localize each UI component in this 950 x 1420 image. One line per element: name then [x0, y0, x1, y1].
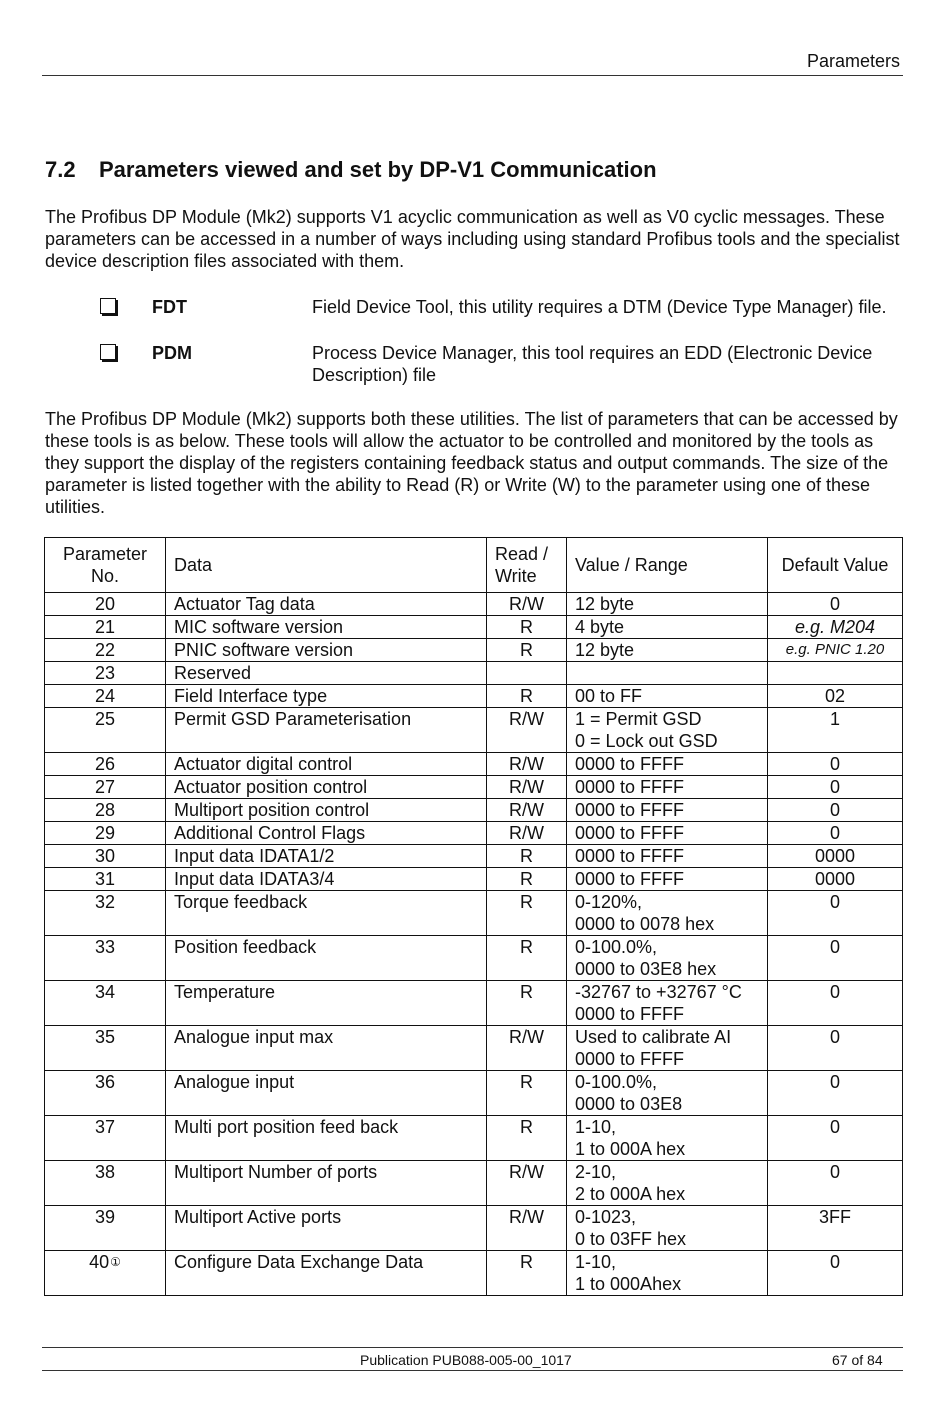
value-line: 1-10,	[575, 1252, 617, 1272]
parameter-number: 22	[94, 640, 116, 660]
cell-value-range	[567, 936, 768, 981]
cell-parameter-no	[45, 662, 166, 685]
cell-default-value: 0	[768, 936, 903, 981]
value-line-2: 2 to 000A hex	[575, 1184, 686, 1204]
cell-data: Actuator digital control	[166, 753, 487, 776]
value-line: 1 = Permit GSD	[575, 709, 702, 729]
cell-parameter-no	[45, 776, 166, 799]
value-line: 0000 to FFFF	[575, 800, 685, 820]
cell-parameter-no	[45, 1116, 166, 1161]
cell-value-range	[567, 981, 768, 1026]
cell-default-value: 0	[768, 1251, 903, 1296]
cell-value-range	[567, 1161, 768, 1206]
cell-data: Actuator position control	[166, 776, 487, 799]
cell-data: Field Interface type	[166, 685, 487, 708]
cell-value-range	[567, 1116, 768, 1161]
cell-value-range	[567, 799, 768, 822]
cell-default-value: 0	[768, 1071, 903, 1116]
cell-read-write: R/W	[487, 708, 567, 753]
parameter-number: 39	[94, 1207, 116, 1227]
cell-parameter-no	[45, 616, 166, 639]
cell-data: Multi port position feed back	[166, 1116, 487, 1161]
tool-name: PDM	[152, 343, 192, 363]
table-row	[45, 1071, 903, 1116]
cell-parameter-no	[45, 822, 166, 845]
cell-parameter-no	[45, 753, 166, 776]
cell-parameter-no	[45, 936, 166, 981]
footer-publication: Publication PUB088-005-00_1017	[360, 1352, 572, 1368]
cell-parameter-no	[45, 845, 166, 868]
cell-data: Multiport position control	[166, 799, 487, 822]
cell-default-value: 0	[768, 593, 903, 616]
cell-data: Input data IDATA3/4	[166, 868, 487, 891]
table-row	[45, 753, 903, 776]
cell-value-range	[567, 753, 768, 776]
cell-data: Additional Control Flags	[166, 822, 487, 845]
cell-read-write: R	[487, 1071, 567, 1116]
cell-value-range	[567, 616, 768, 639]
tool-name: FDT	[152, 297, 187, 317]
parameter-number: 27	[94, 777, 116, 797]
section-title: Parameters viewed and set by DP-V1 Communication	[99, 157, 657, 182]
col-header-data: Data	[166, 538, 487, 593]
cell-default-value: 3FF	[768, 1206, 903, 1251]
parameter-number: 26	[94, 754, 116, 774]
value-line-2: 0000 to 0078 hex	[575, 914, 715, 934]
footnote-marker: ①	[110, 1255, 121, 1269]
table-row	[45, 1116, 903, 1161]
cell-data: Configure Data Exchange Data	[166, 1251, 487, 1296]
cell-parameter-no	[45, 1026, 166, 1071]
cell-read-write	[487, 662, 567, 685]
table-row	[45, 1161, 903, 1206]
value-line: 4 byte	[575, 617, 625, 637]
cell-parameter-no	[45, 1161, 166, 1206]
cell-default-value: 0	[768, 891, 903, 936]
cell-data: PNIC software version	[166, 639, 487, 662]
cell-read-write: R	[487, 1116, 567, 1161]
cell-data: Analogue input max	[166, 1026, 487, 1071]
cell-read-write: R	[487, 639, 567, 662]
footer-page-number: 67 of 84	[832, 1352, 883, 1368]
cell-value-range	[567, 868, 768, 891]
footer-rule-top	[42, 1347, 903, 1348]
cell-read-write: R/W	[487, 593, 567, 616]
cell-read-write: R/W	[487, 799, 567, 822]
value-line: 1-10,	[575, 1117, 617, 1137]
col-header-read-write: Read / Write	[487, 538, 567, 593]
table-row	[45, 799, 903, 822]
value-line: 12 byte	[575, 594, 635, 614]
value-line: 0000 to FFFF	[575, 777, 685, 797]
cell-parameter-no	[45, 891, 166, 936]
value-line: 2-10,	[575, 1162, 617, 1182]
parameter-number: 32	[94, 892, 116, 912]
cell-value-range	[567, 1071, 768, 1116]
col-header-parameter: Parameter No.	[45, 538, 166, 593]
table-row	[45, 593, 903, 616]
cell-default-value: 0	[768, 776, 903, 799]
checkbox-bullet-icon	[100, 344, 116, 360]
parameter-number: 20	[94, 594, 116, 614]
value-line-2: 0 = Lock out GSD	[575, 731, 718, 751]
table-row	[45, 776, 903, 799]
cell-read-write: R	[487, 845, 567, 868]
value-line: 0-100.0%,	[575, 937, 658, 957]
header-rule	[42, 75, 903, 76]
cell-read-write: R/W	[487, 1206, 567, 1251]
cell-default-value: 0	[768, 753, 903, 776]
parameter-number: 37	[94, 1117, 116, 1137]
cell-value-range	[567, 891, 768, 936]
value-line: 0-120%,	[575, 892, 643, 912]
cell-value-range	[567, 1251, 768, 1296]
section-heading	[45, 157, 657, 183]
cell-data: Input data IDATA1/2	[166, 845, 487, 868]
table-row	[45, 662, 903, 685]
cell-read-write: R/W	[487, 1161, 567, 1206]
parameter-number: 36	[94, 1072, 116, 1092]
cell-value-range	[567, 1206, 768, 1251]
cell-value-range	[567, 593, 768, 616]
parameter-number: 23	[94, 663, 116, 683]
parameter-number: 35	[94, 1027, 116, 1047]
cell-data: Temperature	[166, 981, 487, 1026]
cell-data: Actuator Tag data	[166, 593, 487, 616]
parameter-number: 25	[94, 709, 116, 729]
table-row	[45, 616, 903, 639]
parameter-number: 29	[94, 823, 116, 843]
value-line: 12 byte	[575, 640, 635, 660]
cell-parameter-no	[45, 868, 166, 891]
cell-data: Reserved	[166, 662, 487, 685]
cell-parameter-no	[45, 685, 166, 708]
cell-default-value: 02	[768, 685, 903, 708]
cell-data: Multiport Active ports	[166, 1206, 487, 1251]
cell-parameter-no	[45, 1206, 166, 1251]
cell-read-write: R/W	[487, 753, 567, 776]
parameter-number: 24	[94, 686, 116, 706]
cell-default-value	[768, 662, 903, 685]
parameter-number: 31	[94, 869, 116, 889]
cell-data: Position feedback	[166, 936, 487, 981]
table-row	[45, 845, 903, 868]
col-header-default: Default Value	[768, 538, 903, 593]
footer-rule-bottom	[42, 1370, 903, 1371]
checkbox-bullet-icon	[100, 298, 116, 314]
cell-read-write: R/W	[487, 1026, 567, 1071]
cell-read-write: R	[487, 891, 567, 936]
table-row	[45, 936, 903, 981]
cell-read-write: R	[487, 685, 567, 708]
value-line: 0-100.0%,	[575, 1072, 658, 1092]
body-paragraph: The Profibus DP Module (Mk2) supports both these utilities. The list of parameters that can be accessed by these tools is as below. These tools will allow the actuator to be controlled and monitored by the tools as they support the display of the registers containing feedback status and output commands. The size of the parameter is listed together with the ability to Read (R) or Write (W) to the parameter using one of these utilities.	[45, 409, 898, 517]
value-line: 0000 to FFFF	[575, 869, 685, 889]
parameter-number: 33	[94, 937, 116, 957]
col-header-value-range: Value / Range	[567, 538, 768, 593]
cell-value-range	[567, 685, 768, 708]
cell-default-value: 0000	[768, 845, 903, 868]
value-line: 0000 to FFFF	[575, 754, 685, 774]
table-row	[45, 639, 903, 662]
table-row	[45, 708, 903, 753]
cell-data: Analogue input	[166, 1071, 487, 1116]
cell-value-range	[567, 708, 768, 753]
cell-default-value: 0000	[768, 868, 903, 891]
cell-value-range	[567, 1026, 768, 1071]
cell-data: Torque feedback	[166, 891, 487, 936]
cell-parameter-no	[45, 593, 166, 616]
tool-description: Field Device Tool, this utility requires a DTM (Device Type Manager) file.	[312, 297, 887, 317]
table-row	[45, 981, 903, 1026]
cell-default-value: 1	[768, 708, 903, 753]
table-row	[45, 1206, 903, 1251]
parameter-number: 40	[89, 1252, 110, 1272]
tool-description: Process Device Manager, this tool requires an EDD (Electronic Device Description) file	[312, 343, 873, 385]
cell-read-write: R/W	[487, 822, 567, 845]
value-line: 00 to FF	[575, 686, 643, 706]
running-header: Parameters	[806, 51, 900, 71]
parameter-number: 28	[94, 800, 116, 820]
table-row	[45, 685, 903, 708]
cell-parameter-no	[45, 981, 166, 1026]
cell-read-write: R	[487, 1251, 567, 1296]
value-line: -32767 to +32767 °C	[575, 982, 742, 1002]
cell-value-range	[567, 822, 768, 845]
cell-parameter-no	[45, 1251, 166, 1296]
cell-default-value: 0	[768, 1116, 903, 1161]
parameter-number: 21	[94, 617, 116, 637]
value-line: Used to calibrate AI	[575, 1027, 732, 1047]
intro-paragraph: The Profibus DP Module (Mk2) supports V1 acyclic communication as well as V0 cyclic messages. These parameters can be accessed in a number of ways including using standard Profibus tools and the specialist device description files associated with them.	[45, 207, 900, 271]
cell-default-value: e.g. M204	[768, 616, 903, 639]
value-line: 0000 to FFFF	[575, 846, 685, 866]
table-row	[45, 1026, 903, 1071]
cell-default-value: e.g. PNIC 1.20	[768, 639, 903, 662]
cell-parameter-no	[45, 639, 166, 662]
value-line-2: 0000 to FFFF	[575, 1004, 685, 1024]
parameter-number: 34	[94, 982, 116, 1002]
cell-read-write: R	[487, 868, 567, 891]
value-line-2: 0 to 03FF hex	[575, 1229, 687, 1249]
value-line-2: 0000 to FFFF	[575, 1049, 685, 1069]
value-line: 0000 to FFFF	[575, 823, 685, 843]
parameter-number: 30	[94, 846, 116, 866]
table-header-row	[45, 538, 903, 593]
value-line-2: 1 to 000A hex	[575, 1139, 686, 1159]
cell-default-value: 0	[768, 799, 903, 822]
cell-value-range	[567, 639, 768, 662]
parameters-table	[44, 537, 903, 1296]
cell-value-range	[567, 776, 768, 799]
cell-data: Multiport Number of ports	[166, 1161, 487, 1206]
table-row	[45, 891, 903, 936]
table-row	[45, 1251, 903, 1296]
parameter-number: 38	[94, 1162, 116, 1182]
value-line: 0-1023,	[575, 1207, 637, 1227]
table-row	[45, 868, 903, 891]
cell-parameter-no	[45, 799, 166, 822]
cell-parameter-no	[45, 1071, 166, 1116]
cell-read-write: R	[487, 616, 567, 639]
cell-read-write: R	[487, 981, 567, 1026]
table-row	[45, 822, 903, 845]
value-line-2: 1 to 000Ahex	[575, 1274, 682, 1294]
cell-default-value: 0	[768, 1161, 903, 1206]
cell-default-value: 0	[768, 981, 903, 1026]
cell-read-write: R/W	[487, 776, 567, 799]
cell-read-write: R	[487, 936, 567, 981]
cell-parameter-no	[45, 708, 166, 753]
cell-default-value: 0	[768, 1026, 903, 1071]
section-number: 7.2	[45, 157, 76, 182]
cell-data: MIC software version	[166, 616, 487, 639]
value-line-2: 0000 to 03E8 hex	[575, 959, 717, 979]
value-line-2: 0000 to 03E8	[575, 1094, 683, 1114]
cell-value-range	[567, 662, 768, 685]
cell-data: Permit GSD Parameterisation	[166, 708, 487, 753]
cell-default-value: 0	[768, 822, 903, 845]
cell-value-range	[567, 845, 768, 868]
